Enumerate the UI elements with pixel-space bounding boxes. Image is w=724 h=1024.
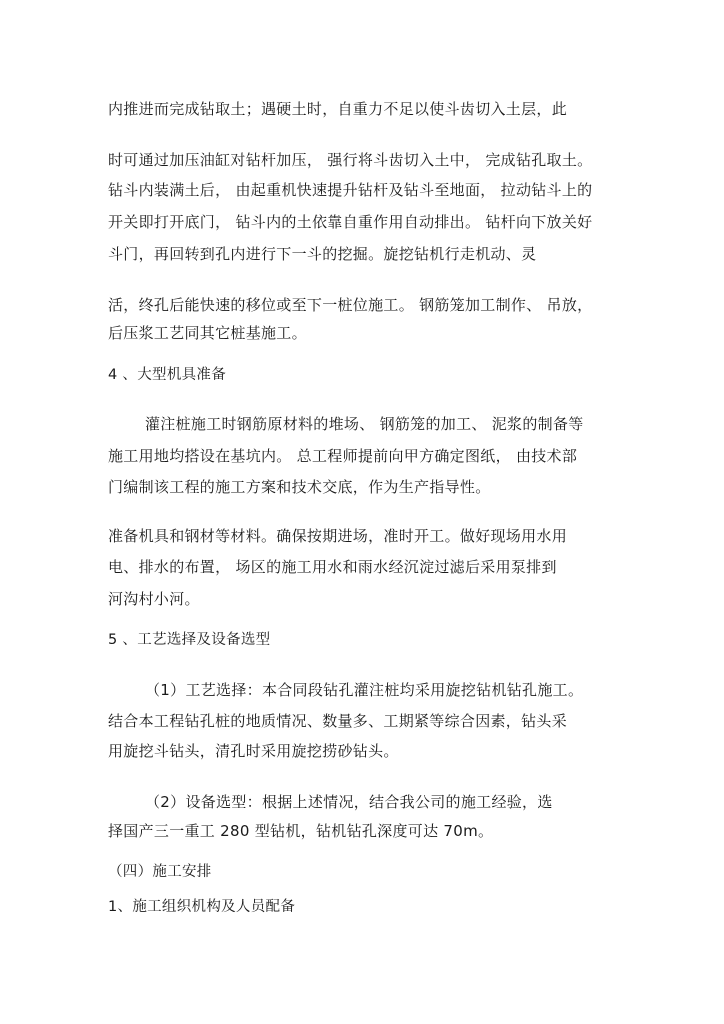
paragraph-line: 门编制该工程的施工方案和技术交底，作为生产指导性。: [108, 478, 491, 496]
paragraph-line: 开关即打开底门， 钻斗内的土依靠自重作用自动排出。 钻杆向下放关好: [108, 213, 593, 231]
paragraph-line: 施工用地均搭设在基坑内。 总工程师提前向甲方确定图纸， 由技术部: [108, 447, 578, 465]
paragraph-line: 时可通过加压油缸对钻杆加压， 强行将斗齿切入土中， 完成钻孔取土。: [108, 151, 593, 169]
paragraph-line: 用旋挖斗钻头，清孔时采用旋挖捞砂钻头。: [108, 742, 399, 760]
section-heading: 1、施工组织机构及人员配备: [108, 899, 296, 915]
paragraph-line: 电、排水的布置， 场区的施工用水和雨水经沉淀过滤后采用泵排到: [108, 558, 557, 576]
section-heading: 4 、大型机具准备: [108, 367, 227, 383]
paragraph-line: 后压浆工艺同其它桩基施工。: [108, 324, 307, 342]
paragraph-line: 灌注桩施工时钢筋原材料的堆场、 钢筋笼的加工、 泥浆的制备等: [145, 415, 584, 433]
section-heading: 5 、工艺选择及设备选型: [108, 632, 271, 648]
paragraph-line: 结合本工程钻孔桩的地质情况、数量多、工期紧等综合因素，钻头采: [108, 712, 568, 730]
section-heading: （四）施工安排: [108, 864, 212, 880]
paragraph-line: （1）工艺选择：本合同段钻孔灌注桩均采用旋挖钻机钻孔施工。: [145, 681, 584, 699]
paragraph-line: 钻斗内装满土后， 由起重机快速提升钻杆及钻斗至地面， 拉动钻斗上的: [108, 181, 593, 199]
paragraph-line: 内推进而完成钻取土；遇硬土时，自重力不足以使斗齿切入土层，此: [108, 100, 568, 118]
paragraph-line: 准备机具和钢材等材料。确保按期进场，准时开工。做好现场用水用: [108, 527, 568, 545]
paragraph-line: 择国产三一重工 280 型钻机，钻机钻孔深度可达 70m。: [108, 822, 494, 840]
paragraph-line: 斗门，再回转到孔内进行下一斗的挖掘。旋挖钻机行走机动、灵: [108, 245, 537, 263]
paragraph-line: （2）设备选型：根据上述情况，结合我公司的施工经验，选: [145, 793, 553, 811]
paragraph-line: 活，终孔后能快速的移位或至下一桩位施工。 钢筋笼加工制作、 吊放，: [108, 296, 593, 314]
paragraph-line: 河沟村小河。: [108, 590, 200, 608]
